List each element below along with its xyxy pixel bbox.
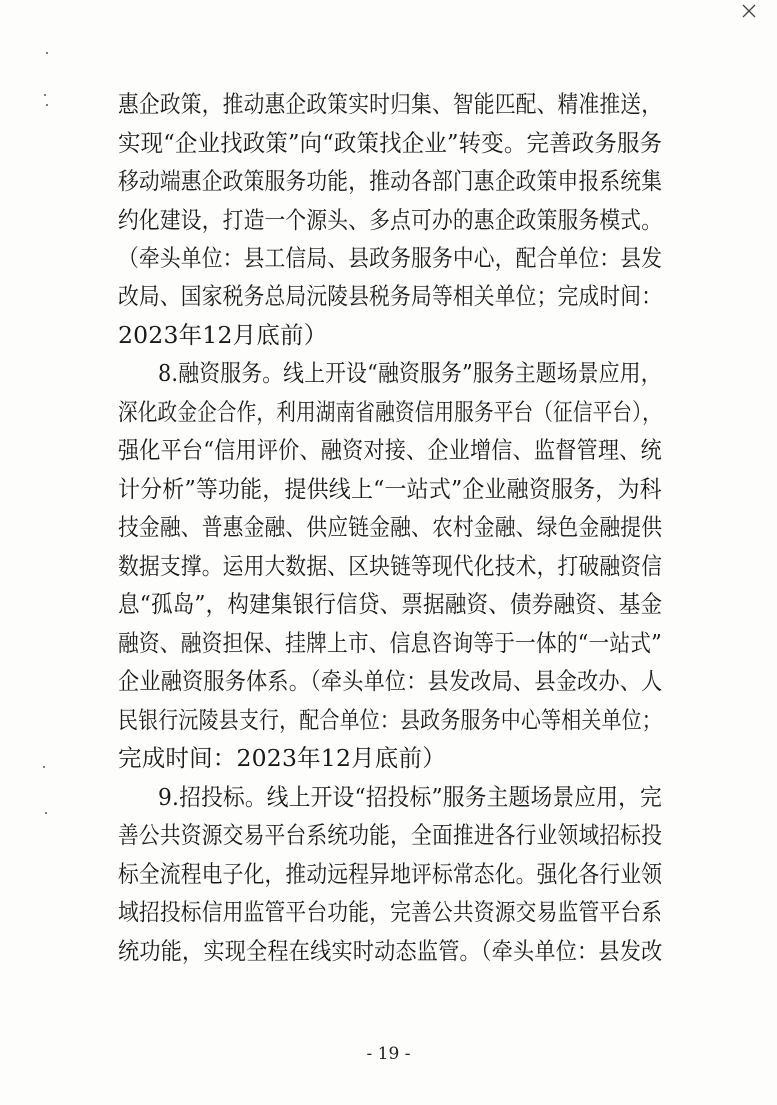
- text-line-21: 标全流程电子化，推动远程异地评标常态化。强化各行业领: [118, 860, 663, 888]
- scan-speck: [46, 52, 48, 54]
- text-line-2: 实现“企业找政策”向“政策找企业”转变。完善政务服务: [118, 129, 663, 157]
- text-line-12: 技金融、普惠金融、供应链金融、农村金融、绿色金融提供: [118, 513, 663, 541]
- text-line-17: 民银行沅陵县支行，配合单位：县政务服务中心等相关单位；: [118, 706, 662, 734]
- text-line-14: 息“孤岛”，构建集银行信贷、票据融资、债券融资、基金: [118, 590, 663, 618]
- section-8-heading-line: 8.融资服务。线上开设“融资服务”服务主题场景应用，: [158, 359, 662, 387]
- text-line-22: 域招投标信用监管平台功能，完善公共资源交易监管平台系: [118, 898, 663, 926]
- text-line-16: 企业融资服务体系。（牵头单位：县发改局、县金改办、人: [118, 667, 663, 695]
- text-line-6: 改局、国家税务总局沅陵县税务局等相关单位；完成时间：: [118, 282, 663, 310]
- text-line-9: 深化政金企合作，利用湖南省融资信用服务平台（征信平台），: [118, 398, 662, 426]
- text-line-10: 强化平台“信用评价、融资对接、企业增信、监督管理、统: [118, 436, 662, 464]
- section-9-heading-line: 9.招投标。线上开设“招投标”服务主题场景应用，完: [158, 783, 662, 811]
- text-line-23: 统功能，实现全程在线实时动态监管。（牵头单位：县发改: [118, 937, 663, 965]
- text-line-20: 善公共资源交易平台系统功能，全面推进各行业领域招标投: [118, 821, 663, 849]
- text-line-15: 融资、融资担保、挂牌上市、信息咨询等于一体的“一站式”: [118, 629, 662, 657]
- scan-speck: [46, 104, 48, 106]
- text-line-11: 计分析”等功能，提供线上“一站式”企业融资服务，为科: [118, 475, 662, 503]
- text-line-3: 移动端惠企政策服务功能，推动各部门惠企政策申报系统集: [118, 167, 663, 195]
- text-line-13: 数据支撑。运用大数据、区块链等现代化技术，打破融资信: [118, 552, 663, 580]
- text-line-4: 约化建设，打造一个源头、多点可办的惠企政策服务模式。: [118, 206, 663, 234]
- scan-speck: [45, 812, 47, 814]
- fold-mark-icon: [742, 4, 756, 18]
- text-line-7: 2023年12月底前）: [118, 321, 328, 349]
- scan-speck: [43, 766, 45, 768]
- text-line-18: 完成时间：2023年12月底前）: [118, 744, 446, 772]
- page-number: - 19 -: [366, 1044, 411, 1064]
- scan-speck: [44, 94, 46, 96]
- text-line-5: （牵头单位：县工信局、县政务服务中心，配合单位：县发: [118, 244, 663, 272]
- text-line-1: 惠企政策，推动惠企政策实时归集、智能匹配、精准推送，: [118, 90, 663, 118]
